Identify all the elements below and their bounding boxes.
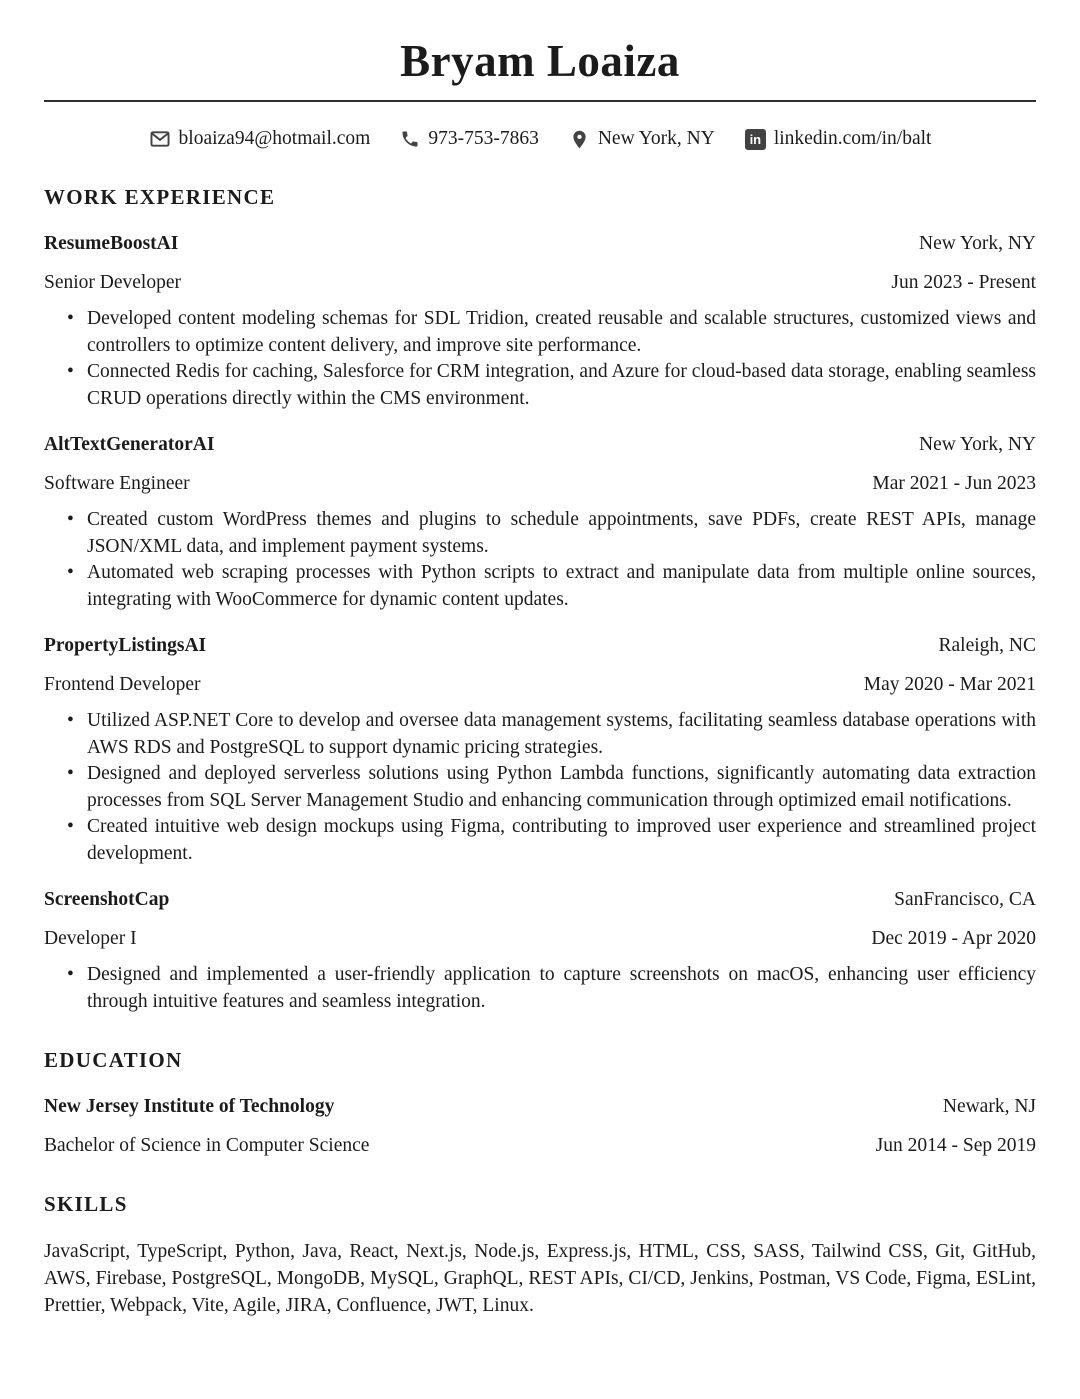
contact-phone-text: 973-753-7863 xyxy=(428,128,539,149)
bullet-item: • Designed and deployed serverless solutions using Python Lambda functions, significantly automating data extraction processes from SQL Server Management Studio and enhancing communication through optimized email notifications. xyxy=(66,761,1036,814)
job-bullets xyxy=(44,507,1036,613)
job-dates: Dec 2019 - Apr 2020 xyxy=(871,928,1036,949)
phone-icon xyxy=(400,129,420,149)
contact-email-text: bloaiza94@hotmail.com xyxy=(178,128,371,149)
company-name: ScreenshotCap xyxy=(44,889,170,910)
job-entry xyxy=(44,432,1036,613)
bullet-item: • Designed and implemented a user-friendly application to capture screenshots on macOS, enhancing user efficiency through intuitive features and seamless integration. xyxy=(66,962,1036,1015)
job-entry xyxy=(44,633,1036,867)
job-role: Developer I xyxy=(44,928,137,949)
contact-phone xyxy=(400,126,539,152)
education-dates: Jun 2014 - Sep 2019 xyxy=(875,1135,1036,1156)
job-location: New York, NY xyxy=(918,434,1036,455)
skills-list: JavaScript, TypeScript, Python, Java, React, Next.js, Node.js, Express.js, HTML, CSS, SASS, Tailwind CSS, Git, GitHub, AWS, Firebase, PostgreSQL, MongoDB, MySQL, GraphQL, REST APIs, CI/CD, Jenkins, Postman, VS Code, Figma, ESLint, Prettier, Webpack, Vite, Agile, JIRA, Confluence, JWT, Linux. xyxy=(44,1241,1036,1316)
page-title: Bryam Loaiza xyxy=(400,36,680,86)
email-icon xyxy=(149,128,171,150)
contact-linkedin xyxy=(745,126,932,152)
bullet-item: • Created custom WordPress themes and plugins to schedule appointments, save PDFs, create REST APIs, manage JSON/XML data, and implement payment systems. xyxy=(66,507,1036,560)
bullet-item: • Automated web scraping processes with Python scripts to extract and manipulate data from multiple online sources, integrating with WooCommerce for dynamic content updates. xyxy=(66,560,1036,613)
job-role: Software Engineer xyxy=(44,473,190,494)
job-dates: May 2020 - Mar 2021 xyxy=(863,674,1036,695)
job-location: New York, NY xyxy=(918,233,1036,254)
bullet-item: • Connected Redis for caching, Salesforce for CRM integration, and Azure for cloud-based data storage, enabling seamless CRUD operations directly within the CMS environment. xyxy=(66,359,1036,412)
degree-name: Bachelor of Science in Computer Science xyxy=(44,1135,370,1156)
company-name: ResumeBoostAI xyxy=(44,233,179,254)
job-role: Frontend Developer xyxy=(44,674,201,695)
job-dates: Mar 2021 - Jun 2023 xyxy=(872,473,1036,494)
location-pin-icon xyxy=(569,129,590,150)
bullet-item: • Utilized ASP.NET Core to develop and oversee data management systems, facilitating seamless database operations with AWS RDS and PostgreSQL to support dynamic pricing strategies. xyxy=(66,708,1036,761)
linkedin-icon: in xyxy=(745,129,766,150)
school-location: Newark, NJ xyxy=(942,1096,1036,1117)
contact-location-text: New York, NY xyxy=(597,128,715,149)
company-name: AltTextGeneratorAI xyxy=(44,434,215,455)
contact-email xyxy=(149,126,371,152)
section-heading-skills: SKILLS xyxy=(44,1192,128,1216)
contact-linkedin-text: linkedin.com/in/balt xyxy=(773,128,932,149)
title-divider xyxy=(44,100,1036,102)
job-role: Senior Developer xyxy=(44,272,181,293)
section-heading-education: EDUCATION xyxy=(44,1048,183,1072)
job-entry xyxy=(44,887,1036,1015)
school-name: New Jersey Institute of Technology xyxy=(44,1096,335,1117)
company-name: PropertyListingsAI xyxy=(44,635,207,656)
section-heading-work: WORK EXPERIENCE xyxy=(44,185,276,209)
contact-bar xyxy=(44,126,1036,152)
job-location: Raleigh, NC xyxy=(938,635,1036,656)
job-dates: Jun 2023 - Present xyxy=(891,272,1036,293)
job-bullets xyxy=(44,962,1036,1015)
job-location: SanFrancisco, CA xyxy=(894,889,1036,910)
education-entry xyxy=(44,1094,1036,1159)
contact-location xyxy=(569,126,715,152)
job-bullets xyxy=(44,708,1036,867)
bullet-item: • Created intuitive web design mockups using Figma, contributing to improved user experience and streamlined project development. xyxy=(66,814,1036,867)
job-entry xyxy=(44,231,1036,412)
bullet-item: • Developed content modeling schemas for SDL Tridion, created reusable and scalable structures, customized views and controllers to optimize content delivery, and improve site performance. xyxy=(66,306,1036,359)
job-bullets xyxy=(44,306,1036,412)
